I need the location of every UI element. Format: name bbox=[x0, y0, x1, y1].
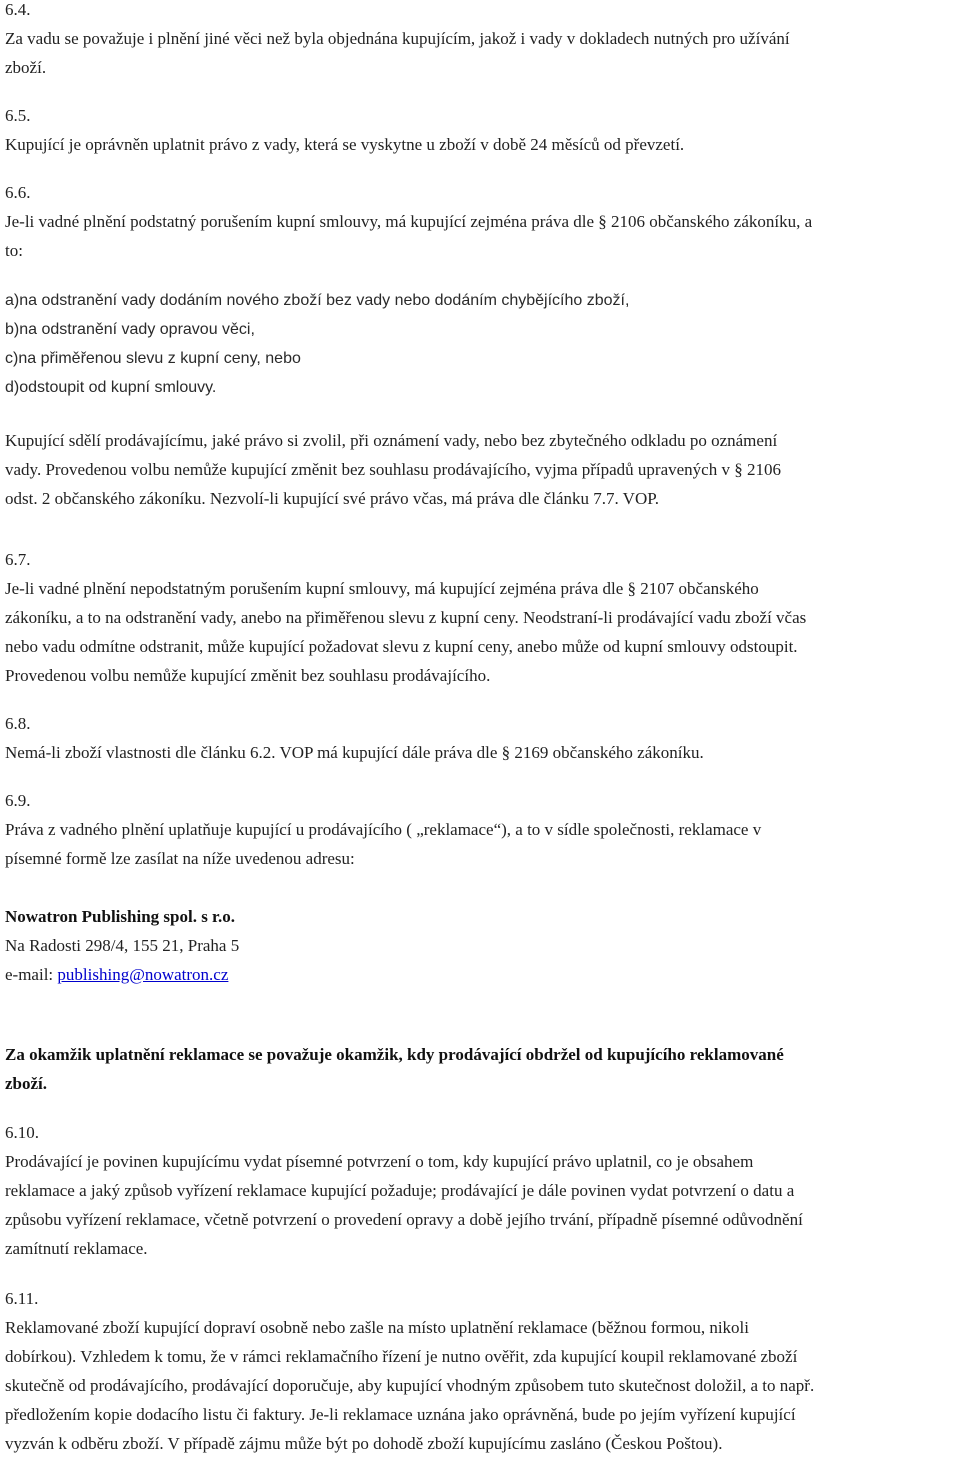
section-number-6-4: 6.4. bbox=[5, 0, 31, 19]
section-number-6-6: 6.6. bbox=[5, 183, 31, 202]
paragraph-line: zboží. bbox=[5, 58, 47, 77]
list-item: b)na odstranění vady opravou věci, bbox=[5, 321, 255, 338]
section-number-6-7: 6.7. bbox=[5, 550, 31, 569]
paragraph-line: zákoníku, a to na odstranění vady, anebo na přiměřenou slevu z kupní ceny. Neodstraní-li prodávající vadu zboží včas bbox=[5, 608, 807, 627]
paragraph-line: Nemá-li zboží vlastnosti dle článku 6.2. VOP má kupující dále práva dle § 2169 občanského zákoníku. bbox=[5, 743, 704, 762]
paragraph-line: Provedenou volbu nemůže kupující změnit bez souhlasu prodávajícího. bbox=[5, 666, 491, 685]
paragraph-line: zamítnutí reklamace. bbox=[5, 1239, 148, 1258]
reclamation-notice: zboží. bbox=[5, 1074, 48, 1093]
paragraph-line: Je-li vadné plnění nepodstatným porušením kupní smlouvy, má kupující zejména práva dle § 2107 občanského bbox=[5, 579, 759, 598]
section-number-6-5: 6.5. bbox=[5, 106, 31, 125]
list-item: c)na přiměřenou slevu z kupní ceny, nebo bbox=[5, 350, 301, 367]
paragraph-line: skutečně od prodávajícího, prodávající doporučuje, aby kupující vhodným způsobem tuto skutečnost doložil, a to např. bbox=[5, 1376, 815, 1395]
paragraph-line: Prodávající je povinen kupujícímu vydat písemné potvrzení o tom, kdy kupující právo uplatnil, co je obsahem bbox=[5, 1152, 754, 1171]
company-name: Nowatron Publishing spol. s r.o. bbox=[5, 907, 236, 926]
email-label: e-mail: bbox=[5, 965, 58, 984]
paragraph-line: to: bbox=[5, 241, 23, 260]
section-number-6-11: 6.11. bbox=[5, 1289, 39, 1308]
paragraph-line: Za vadu se považuje i plnění jiné věci než byla objednána kupujícím, jakož i vady v dokladech nutných pro užívání bbox=[5, 29, 790, 48]
section-number-6-10: 6.10. bbox=[5, 1123, 39, 1142]
paragraph-line: dobírkou). Vzhledem k tomu, že v rámci reklamačního řízení je nutno ověřit, zda kupující koupil reklamované zboží bbox=[5, 1347, 798, 1366]
paragraph-line: Práva z vadného plnění uplatňuje kupující u prodávajícího ( „reklamace“), a to v sídle společnosti, reklamace v bbox=[5, 820, 762, 839]
reclamation-notice: Za okamžik uplatnění reklamace se považuje okamžik, kdy prodávající obdržel od kupujícího reklamované bbox=[5, 1045, 784, 1064]
paragraph-line: reklamace a jaký způsob vyřízení reklamace kupující požaduje; prodávající je dále povinen vydat potvrzení o datu a bbox=[5, 1181, 795, 1200]
paragraph-line: předložením kopie dodacího listu či faktury. Je-li reklamace uznána jako oprávněná, bude po jejím vyřízení kupující bbox=[5, 1405, 796, 1424]
paragraph-line: Je-li vadné plnění podstatný porušením kupní smlouvy, má kupující zejména práva dle § 2106 občanského zákoníku, a bbox=[5, 212, 813, 231]
paragraph-line: Reklamované zboží kupující dopraví osobně nebo zašle na místo uplatnění reklamace (běžnou formou, nikoli bbox=[5, 1318, 749, 1337]
company-address: Na Radosti 298/4, 155 21, Praha 5 bbox=[5, 936, 240, 955]
section-number-6-8: 6.8. bbox=[5, 714, 31, 733]
paragraph-line: písemné formě lze zasílat na níže uvedenou adresu: bbox=[5, 849, 355, 868]
paragraph-line: způsobu vyřízení reklamace, včetně potvrzení o provedení opravy a době jejího trvání, případně písemné odůvodnění bbox=[5, 1210, 803, 1229]
paragraph-line: vyzván k odběru zboží. V případě zájmu může být po dohodě zboží kupujícímu zasláno (Českou Poštou). bbox=[5, 1434, 723, 1453]
section-number-6-9: 6.9. bbox=[5, 791, 31, 810]
email-link[interactable]: publishing@nowatron.cz bbox=[57, 965, 229, 984]
paragraph-line: Kupující je oprávněn uplatnit právo z vady, která se vyskytne u zboží v době 24 měsíců od převzetí. bbox=[5, 135, 685, 154]
paragraph-line: odst. 2 občanského zákoníku. Nezvolí-li kupující své právo včas, má práva dle článku 7.7. VOP. bbox=[5, 489, 660, 508]
paragraph-line: nebo vadu odmítne odstranit, může kupující požadovat slevu z kupní ceny, anebo může od kupní smlouvy odstoupit. bbox=[5, 637, 798, 656]
paragraph-line: Kupující sdělí prodávajícímu, jaké právo si zvolil, při oznámení vady, nebo bez zbytečného odkladu po oznámení bbox=[5, 431, 778, 450]
paragraph-line: vady. Provedenou volbu nemůže kupující změnit bez souhlasu prodávajícího, vyjma případů upravených v § 2106 bbox=[5, 460, 781, 479]
email-line bbox=[5, 965, 228, 985]
list-item: d)odstoupit od kupní smlouvy. bbox=[5, 379, 217, 396]
list-item: a)na odstranění vady dodáním nového zboží bez vady nebo dodáním chybějícího zboží, bbox=[5, 292, 630, 309]
